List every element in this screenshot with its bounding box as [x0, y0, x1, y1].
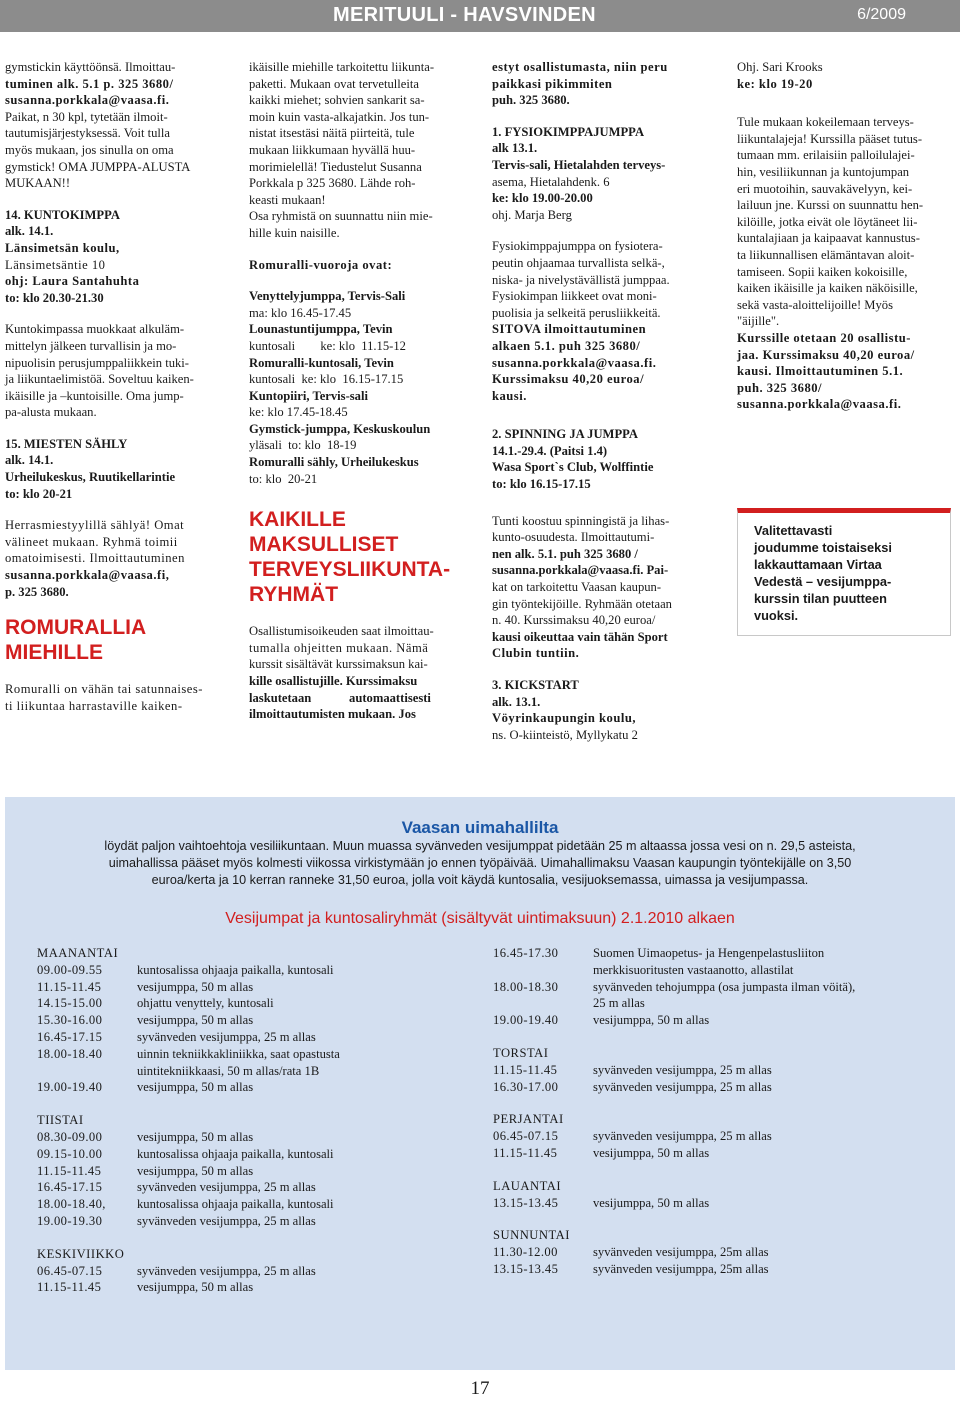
text-line: "äijille".	[737, 314, 780, 329]
session-time: 14.15-15.00	[37, 996, 103, 1011]
column-2	[249, 59, 471, 723]
notice-line: vuoksi.	[754, 608, 799, 623]
session-time: 11.15-11.45	[37, 979, 102, 994]
text-line: hin, vesiliikunnan ja kuntojumpan	[737, 164, 910, 179]
course-start: alk 13.1.	[492, 141, 538, 156]
schedule-row	[493, 1062, 933, 1079]
session-description	[137, 1012, 457, 1029]
description-line: syvänveden vesijumppa, 25m allas	[593, 1245, 769, 1260]
day-name: SUNNUNTAI	[493, 1228, 570, 1243]
session-time: 06.45-07.15	[37, 1263, 103, 1278]
text-line: kausi.	[492, 388, 527, 403]
text-line: kaiken ikäisille ja kaiken näköisille,	[737, 281, 918, 296]
session-description	[593, 1145, 933, 1162]
gymstick-text	[5, 59, 227, 192]
text-line: euroa/kerta ja 10 kerran ranneke 31,50 euroa, jolla voit käydä kuntosalia, vesijuoksemassa, uimassa ja vesijumpassa.	[151, 873, 809, 888]
cancel-note	[492, 59, 714, 109]
schedule-day	[493, 1111, 933, 1161]
schedule-day	[493, 1227, 933, 1277]
text-line: sekä vasta-aloittelijoille! Myös	[737, 297, 893, 312]
notice-line: joudumme toistaiseksi	[754, 540, 892, 555]
text-line: Fysiokimpan liikkeet ovat moni-	[492, 289, 657, 304]
schedule-row	[493, 1012, 933, 1029]
text-line: nipuolisin perusjumppaliikkein tuki-	[5, 355, 189, 370]
text-line: myös mukaan, jos sinulla on oma	[5, 142, 174, 157]
text-line: ilmoittautumisten mukaan. Jos	[249, 707, 416, 722]
romuralli-heading	[5, 615, 227, 665]
session-description	[593, 945, 933, 979]
slot-time: ke: klo 17.45-18.45	[249, 405, 348, 420]
kuntokimppa-info	[5, 207, 227, 307]
description-line: vesijumppa, 50 m allas	[137, 1163, 254, 1178]
page-header	[0, 0, 960, 32]
slot-title: Romuralli-kuntosali, Tevin	[249, 355, 394, 370]
session-description	[593, 1128, 933, 1145]
text-line: estyt osallistumasta, niin peru	[492, 60, 668, 74]
schedule-row	[37, 1213, 457, 1230]
text-line: Fysiokimppajumppa on fysiotera-	[492, 239, 663, 254]
text-line: välineet mukaan. Ryhmä toimii	[5, 534, 178, 549]
text-line: ikäisille ja –kuntoisille. Oma jump-	[5, 388, 184, 403]
description-line: syvänveden vesijumppa, 25 m allas	[137, 1180, 316, 1195]
slot-title: Gymstick-jumppa, Keskuskoulun	[249, 421, 431, 436]
schedule-row	[37, 1129, 457, 1146]
course-start: alk. 13.1.	[492, 694, 541, 709]
session-description	[593, 979, 933, 1013]
session-description	[137, 1079, 457, 1096]
magazine-title: MERITUULI - HAVSVINDEN	[333, 4, 596, 26]
text-line: Kurssille otetaan 20 osallistu-	[737, 330, 911, 345]
heading-line: MIEHILLE	[5, 641, 103, 665]
schedule-left	[37, 945, 457, 1312]
session-time: 11.15-11.45	[37, 1163, 102, 1178]
session-time: 16.45-17.15	[37, 1180, 103, 1195]
text-line: SITOVA ilmoittautuminen	[492, 322, 647, 337]
heading-line: RYHMÄT	[249, 583, 339, 607]
session-time: 08.30-09.00	[37, 1129, 103, 1144]
text-line: Paikat, n 30 kpl, tytetään ilmoit-	[5, 109, 168, 124]
session-description	[137, 1146, 457, 1163]
session-description	[137, 1279, 457, 1296]
maksulliset-desc	[249, 623, 471, 723]
text-line: pa-alusta mukaan.	[5, 405, 97, 420]
slot-time: yläsali to: klo 18-19	[249, 438, 357, 453]
schedule-day	[493, 1045, 933, 1095]
romuralli-desc	[249, 59, 471, 242]
section-title: Vaasan uimahallilta	[401, 818, 559, 837]
text-line: Tule mukaan kokeilemaan terveys-	[737, 115, 914, 130]
session-time: 18.00-18.30	[493, 979, 559, 994]
day-name: MAANANTAI	[37, 946, 119, 960]
schedule-row	[493, 1145, 933, 1162]
course-time: to: klo 20.30-21.30	[5, 290, 104, 305]
notice-box	[737, 508, 951, 636]
text-line: n. 40. Kurssimaksu 40,20 euroa/	[492, 613, 656, 628]
text-line: ta liikunnallisen elämäntavan aloit-	[737, 247, 915, 262]
session-time: 15.30-16.00	[37, 1013, 103, 1028]
text-line: Herrasmiestyylillä sählyä! Omat	[5, 518, 185, 533]
heading-line: ROMURALLIA	[5, 616, 147, 640]
notice-line: Vedestä – vesijumppa-	[754, 574, 892, 589]
text-line: paketti. Mukaan ovat tervetulleita	[249, 76, 419, 91]
text-line: gin työntekijöille. Ryhmään otetaan	[492, 596, 672, 611]
session-time: 11.15-11.45	[493, 1062, 558, 1077]
text-line: Osa ryhmistä on suunnattu niin mie-	[249, 209, 433, 224]
description-line: syvänveden vesijumppa, 25m allas	[593, 1261, 769, 1276]
slot-title: Kuntopiiri, Tervis-sali	[249, 388, 368, 403]
course-title: 15. MIESTEN SÄHLY	[5, 436, 128, 451]
schedule-row	[37, 1279, 457, 1296]
description-line: merkkisuoritusten vastaanotto, allastilat	[593, 962, 794, 977]
kuntokimppa-desc	[5, 321, 227, 421]
slot-time: ma: klo 16.45-17.45	[249, 305, 352, 320]
day-name: TORSTAI	[493, 1045, 549, 1060]
schedule-row	[37, 1179, 457, 1196]
text-line: Kuntokimpassa muokkaat alkuläm-	[5, 322, 185, 337]
section-intro	[5, 838, 955, 890]
session-description	[137, 995, 457, 1012]
text-line: nistat itsestäsi näitä piirteitä, tule	[249, 126, 415, 141]
description-line: uintitekniikkaasi, 50 m allas/rata 1B	[137, 1063, 320, 1078]
column-1	[5, 59, 227, 714]
session-description	[137, 1029, 457, 1046]
text-line: ja liikuntaelimistöä. Soveltuu kaiken-	[5, 372, 194, 387]
course-address: Länsimetsäntie 10	[5, 257, 106, 272]
course-address: ns. O-kiinteistö, Myllykatu 2	[492, 727, 638, 742]
schedule-row	[493, 1261, 933, 1278]
schedule-row	[37, 1146, 457, 1163]
course-start: alk. 14.1.	[5, 453, 54, 468]
slot-time: kuntosali ke: klo 11.15-12	[249, 338, 406, 353]
session-time: 16.45-17.15	[37, 1029, 103, 1044]
spinning-info	[492, 426, 714, 492]
session-time: 06.45-07.15	[493, 1129, 559, 1144]
day-name: PERJANTAI	[493, 1112, 564, 1127]
schedule-day	[37, 1112, 457, 1230]
session-time: 09.00-09.55	[37, 962, 103, 977]
text-line: tumalla ohjeitten mukaan. Nämä	[249, 640, 429, 655]
fysiokimppa-info	[492, 124, 714, 224]
text-line: kausi oikeuttaa vain tähän Sport	[492, 629, 668, 644]
schedule-row	[37, 1263, 457, 1280]
slot-time: kuntosali ke: klo 16.15-17.15	[249, 372, 404, 387]
description-line: vesijumppa, 50 m allas	[137, 1080, 254, 1095]
session-description	[137, 1046, 457, 1080]
course-location: Länsimetsän koulu,	[5, 240, 120, 255]
text-line: alkaen 5.1. puh 325 3680/	[492, 338, 641, 353]
text-line: liikuntalajeja! Kurssilla pääset tutus-	[737, 131, 923, 146]
text-line: kaikki miehet; sohvien sankarit sa-	[249, 93, 425, 108]
text-line: niska- ja nivelystävällistä jumppaa.	[492, 272, 670, 287]
text-line: kuntalajiaan ja kaipaavat kannustus-	[737, 231, 920, 246]
text-line: lailuun jne. Kurssi on suunnattu hen-	[737, 198, 924, 213]
text-line: gymstick! OMA JUMPPA-ALUSTA	[5, 159, 191, 174]
text-line: hille kuin naisille.	[249, 225, 340, 240]
notice-line: kurssin tilan puutteen	[754, 591, 887, 606]
schedule-row	[37, 1196, 457, 1213]
course-title: 1. FYSIOKIMPPAJUMPPA	[492, 124, 645, 139]
session-description	[137, 1179, 457, 1196]
course-time: to: klo 20-21	[5, 486, 73, 501]
text-line: eri muotoihin, sauvakävelyyn, kei-	[737, 181, 913, 196]
session-description	[137, 979, 457, 996]
text-line: paikkasi pikimmiten	[492, 76, 613, 91]
session-time: 11.15-11.45	[37, 1280, 102, 1295]
text-line: MUKAAN!!	[5, 176, 71, 191]
romuralli-intro	[5, 681, 227, 714]
session-description	[137, 1213, 457, 1230]
schedule-right	[493, 945, 933, 1294]
description-line: kuntosalissa ohjaaja paikalla, kuntosali	[137, 1146, 334, 1161]
day-name: TIISTAI	[37, 1113, 84, 1128]
spinning-desc	[492, 513, 714, 662]
session-time: 19.00-19.40	[493, 1013, 559, 1028]
email-link[interactable]: susanna.porkkala@vaasa.fi. Pai-	[492, 563, 669, 578]
course-time: to: klo 16.15-17.15	[492, 477, 591, 492]
text-line: kilöille, jotka eivät ole löytäneet lii-	[737, 214, 918, 229]
text-line: ti liikuntaa harrastaville kaiken-	[5, 698, 183, 713]
text-line: Kurssimaksu 40,20 euroa/	[492, 372, 645, 387]
notice-line: lakkauttamaan Virtaa	[754, 557, 882, 572]
text-line: peutin ohjaamaa turvallista selkä-,	[492, 255, 665, 270]
phone-number: puh. 325 3680/	[737, 380, 823, 395]
description-line: Suomen Uimaopetus- ja Hengenpelastusliiton	[593, 946, 825, 960]
course-location: Wasa Sport`s Club, Wolffintie	[492, 460, 654, 475]
schedule-day	[493, 1178, 933, 1212]
schedule-day	[37, 945, 457, 1096]
schedule-day	[37, 1246, 457, 1296]
text-line: puolisia ja selkeitä perusliikkeitä.	[492, 305, 661, 320]
schedule-row	[493, 1079, 933, 1096]
sahly-info	[5, 436, 227, 502]
heading-line: KAIKILLE	[249, 508, 346, 532]
description-line: vesijumppa, 50 m allas	[137, 979, 254, 994]
text-line: tautumisjärjestyksessä. Voit tulla	[5, 126, 170, 141]
description-line: syvänveden vesijumppa, 25 m allas	[593, 1079, 772, 1094]
session-description	[137, 1163, 457, 1180]
session-description	[593, 1012, 933, 1029]
schedule-day	[493, 945, 933, 1029]
sahly-desc	[5, 517, 227, 600]
day-name: KESKIVIIKKO	[37, 1246, 125, 1261]
kickstart-info	[492, 677, 714, 743]
session-description	[137, 962, 457, 979]
description-line: vesijumppa, 50 m allas	[593, 1013, 710, 1028]
email-link[interactable]: susanna.porkkala@vaasa.fi.	[5, 93, 170, 108]
session-description	[593, 1261, 933, 1278]
schedule-title: Vesijumpat ja kuntosaliryhmät (sisältyvät uintimaksuun) 2.1.2010 alkaen	[225, 910, 735, 927]
text-line: tamiseen. Sopii kaiken kokoisille,	[737, 264, 908, 279]
description-line: 25 m allas	[593, 996, 645, 1011]
text-line: kurssit sisältävät kurssimaksun kai-	[249, 657, 428, 672]
session-time: 09.15-10.00	[37, 1146, 103, 1161]
text-line: Romuralli on vähän tai satunnaises-	[5, 682, 203, 697]
description-line: vesijumppa, 50 m allas	[137, 1013, 254, 1028]
description-line: kuntosalissa ohjaaja paikalla, kuntosali	[137, 1197, 334, 1212]
course-location: Vöyrinkaupungin koulu,	[492, 711, 637, 726]
email-link[interactable]: susanna.porkkala@vaasa.fi,	[5, 568, 170, 583]
text-line: kat on tarkoitettu Vaasan kaupun-	[492, 580, 662, 595]
course-title: 14. KUNTOKIMPPA	[5, 207, 120, 222]
schedule-row	[493, 1195, 933, 1212]
session-description	[593, 1195, 933, 1212]
day-name: LAUANTAI	[493, 1178, 562, 1193]
text-line: tuminen alk. 5.1 p. 325 3680/	[5, 76, 174, 91]
slot-time: to: klo 20-21	[249, 471, 318, 486]
schedule-row	[37, 1029, 457, 1046]
course-location: Tervis-sali, Hietalahden terveys-	[492, 157, 666, 172]
course-instructor: Ohj. Sari Krooks	[737, 60, 823, 74]
kickstart-instructor	[737, 59, 957, 92]
text-line: keasti mukaan!	[249, 192, 326, 207]
text-line: morimielellä! Tiedustelut Susanna	[249, 159, 422, 174]
text-line: laskutetaan automaattisesti	[249, 690, 431, 705]
column-3	[492, 59, 714, 743]
subheading: Romuralli-vuoroja ovat:	[249, 257, 393, 272]
text-line: ikäisille miehille tarkoitettu liikunta-	[249, 60, 435, 74]
text-line: mukaan liikkumaan hyvällä huu-	[249, 142, 416, 157]
course-title: 2. SPINNING JA JUMPPA	[492, 427, 638, 442]
description-line: uinnin tekniikkakliniikka, saat opastusta	[137, 1046, 340, 1061]
heading-line: MAKSULLISET	[249, 533, 399, 557]
romuralli-slots-heading	[249, 257, 471, 274]
description-line: syvänveden vesijumppa, 25 m allas	[137, 1263, 316, 1278]
session-description	[137, 1196, 457, 1213]
schedule-row	[493, 979, 933, 1013]
schedule-row	[37, 1012, 457, 1029]
text-line: kausi. Ilmoittautuminen 5.1.	[737, 364, 904, 379]
course-address: asema, Hietalahdenk. 6	[492, 174, 610, 189]
session-time: 11.30-12.00	[493, 1245, 558, 1260]
notice-line: Valitettavasti	[754, 523, 833, 538]
session-time: 19.00-19.40	[37, 1080, 103, 1095]
issue-number: 6/2009	[857, 6, 906, 23]
romuralli-slots	[249, 288, 471, 487]
text-line: tumaan mm. erilaisiin palloilulajei-	[737, 148, 915, 163]
schedule-row	[493, 1128, 933, 1145]
course-start: alk. 14.1.	[5, 224, 54, 239]
course-time: ke: klo 19-20	[737, 76, 813, 91]
course-start: 14.1.-29.4. (Paitsi 1.4)	[492, 443, 608, 458]
page-number: 17	[470, 1378, 490, 1399]
course-instructor: ohj: Laura Santahuhta	[5, 274, 140, 289]
text-line: löydät paljon vaihtoehtoja vesiliikuntaan. Muun muassa syvänveden vesijumppat pidetään 25 m altaassa jossa vesi on n. 29,5 asteista,	[104, 839, 856, 853]
session-description	[593, 1079, 933, 1096]
description-line: vesijumppa, 50 m allas	[137, 1129, 254, 1144]
description-line: vesijumppa, 50 m allas	[593, 1145, 710, 1160]
description-line: syvänveden vesijumppa, 25 m allas	[593, 1129, 772, 1144]
course-instructor: ohj. Marja Berg	[492, 207, 572, 222]
session-description	[137, 1263, 457, 1280]
description-line: syvänveden tehojumppa (osa jumpasta ilman vöitä),	[593, 979, 856, 994]
description-line: syvänveden vesijumppa, 25 m allas	[137, 1213, 316, 1228]
column-4	[737, 59, 957, 413]
fysiokimppa-desc	[492, 238, 714, 404]
session-time: 18.00-18.40,	[37, 1197, 106, 1212]
schedule-row	[37, 1046, 457, 1080]
session-time: 16.45-17.30	[493, 946, 559, 960]
email-link[interactable]: susanna.porkkala@vaasa.fi.	[492, 355, 657, 370]
session-time: 13.15-13.45	[493, 1261, 559, 1276]
text-line: Tunti koostuu spinningistä ja lihas-	[492, 513, 670, 528]
phone-number: p. 325 3680.	[5, 584, 69, 599]
session-description	[137, 1129, 457, 1146]
session-time: 19.00-19.30	[37, 1213, 103, 1228]
course-title: 3. KICKSTART	[492, 678, 579, 692]
text-line: kunto-osuudesta. Ilmoittautumi-	[492, 530, 655, 545]
text-line: uimahallissa pääset myös kolmesti viikossa virkistymään jo ennen työpäivää. Uimahallimaksu Vaasan kaupungin työntekijälle on 3,50	[108, 856, 852, 871]
text-line: nen alk. 5.1. puh 325 3680 /	[492, 546, 638, 561]
description-line: syvänveden vesijumppa, 25 m allas	[137, 1029, 316, 1044]
session-time: 16.30-17.00	[493, 1079, 559, 1094]
schedule-row	[37, 962, 457, 979]
description-line: kuntosalissa ohjaaja paikalla, kuntosali	[137, 962, 334, 977]
schedule-row	[493, 945, 933, 979]
session-description	[593, 1244, 933, 1261]
session-time: 18.00-18.40	[37, 1046, 103, 1061]
heading-line: TERVEYSLIIKUNTA-	[249, 558, 451, 582]
email-link[interactable]: susanna.porkkala@vaasa.fi.	[737, 397, 902, 412]
slot-title: Romuralli sähly, Urheilukeskus	[249, 455, 419, 470]
swimming-hall-section	[5, 797, 955, 1370]
maksulliset-heading	[249, 507, 471, 607]
description-line: ohjattu venyttely, kuntosali	[137, 996, 274, 1011]
course-time: ke: klo 19.00-20.00	[492, 191, 593, 206]
schedule-row	[37, 979, 457, 996]
text-line: omatoimisesti. Ilmoittautuminen	[5, 551, 185, 566]
session-time: 11.15-11.45	[493, 1145, 558, 1160]
text-line: jaa. Kurssimaksu 40,20 euroa/	[737, 347, 915, 362]
text-line: moin kuin vasta-alkajatkin. Jos tun-	[249, 109, 430, 124]
course-location: Urheilukeskus, Ruutikellarintie	[5, 470, 176, 485]
text-line: gymstickin käyttöönsä. Ilmoittau-	[5, 60, 176, 74]
session-description	[593, 1062, 933, 1079]
text-line: Osallistumisoikeuden saat ilmoittau-	[249, 624, 434, 639]
phone-number: puh. 325 3680.	[492, 93, 570, 108]
slot-title: Venyttelyjumppa, Tervis-Sali	[249, 289, 406, 304]
session-time: 13.15-13.45	[493, 1195, 559, 1210]
kickstart-desc	[737, 114, 957, 413]
text-line: kille osallistujille. Kurssimaksu	[249, 674, 418, 689]
slot-title: Lounastuntijumppa, Tevin	[249, 322, 393, 337]
description-line: vesijumppa, 50 m allas	[137, 1280, 254, 1295]
text-line: Clubin tuntiin.	[492, 646, 580, 661]
schedule-row	[37, 995, 457, 1012]
text-line: Porkkala p 325 3680. Lähde roh-	[249, 176, 416, 191]
description-line: syvänveden vesijumppa, 25 m allas	[593, 1062, 772, 1077]
schedule-row	[37, 1079, 457, 1096]
schedule-row	[493, 1244, 933, 1261]
text-line: mittelyn jälkeen turvallisin ja mo-	[5, 338, 177, 353]
schedule-row	[37, 1163, 457, 1180]
description-line: vesijumppa, 50 m allas	[593, 1195, 710, 1210]
